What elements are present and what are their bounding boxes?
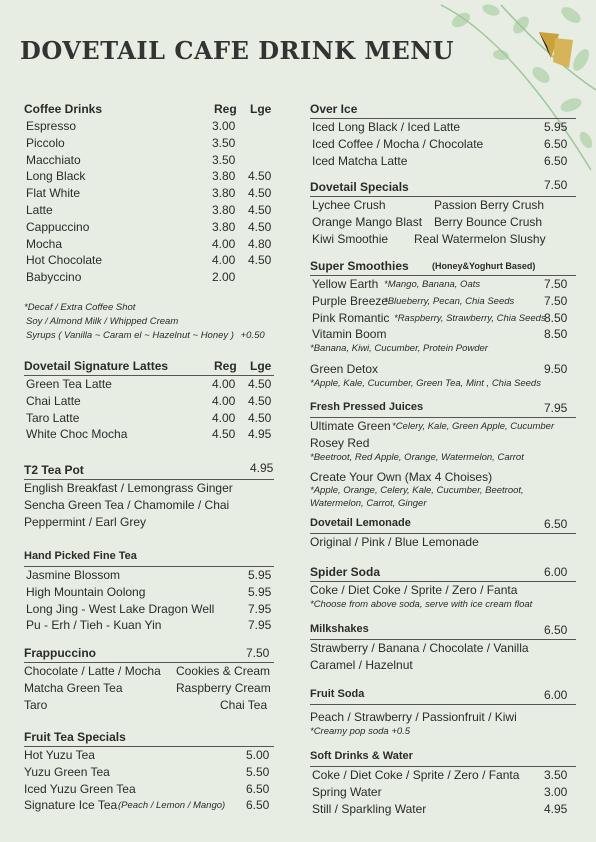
signature-list (24, 376, 274, 443)
list-item (24, 680, 274, 697)
item-name: Piccolo (26, 135, 65, 150)
lge-label: Lge (250, 359, 272, 373)
spider-soda-section (310, 564, 576, 610)
item-name: Rosey Red (310, 435, 370, 450)
ingredient-note: *Apple, Orange, Celery, Kale, Cucumber, Beetroot, (310, 485, 524, 497)
item-name: Pink Romantic (312, 310, 390, 325)
list-item (24, 663, 274, 680)
section-heading: Coffee Drinks (24, 102, 103, 116)
item-name: Still / Sparkling Water (312, 801, 427, 816)
list-item (24, 797, 274, 814)
item-price-reg: 4.00 (212, 236, 236, 251)
gold-ornament-icon (535, 28, 577, 70)
list-item (310, 582, 576, 599)
section-heading: T2 Tea Pot (24, 463, 84, 477)
section-price: 6.50 (544, 623, 568, 637)
ingredient-note: *Apple, Kale, Cucumber, Green Tea, Mint , Chia Seeds (310, 377, 541, 389)
ingredient-note: *Raspberry, Strawberry, Chia Seeds (394, 312, 546, 324)
item-name: Chai Tea (220, 697, 268, 712)
list-item (310, 214, 576, 231)
item-name: Cookies & Cream (176, 664, 271, 678)
section-header (24, 358, 274, 376)
item-name: Orange Mango Blast (312, 214, 423, 229)
item-price: 3.00 (544, 784, 568, 799)
list-item (310, 231, 576, 248)
extras-note: *Decaf / Extra Coffee Shot (24, 301, 136, 313)
list-item (24, 584, 274, 601)
item-name: Ultimate Green (310, 419, 391, 433)
item-name: Raspberry Cream (176, 680, 271, 695)
item-price: 3.50 (544, 768, 568, 782)
list-item (24, 185, 274, 202)
list-item (24, 118, 274, 135)
section-heading: Spider Soda (310, 565, 381, 579)
item-price: 5.00 (246, 748, 270, 762)
fruit-tea-section (24, 729, 274, 814)
signature-section (24, 358, 274, 443)
item-name: Caramel / Hazelnut (310, 657, 413, 672)
fruit-soda-section (310, 687, 576, 737)
item-price-reg: 2.00 (212, 270, 236, 285)
ingredient-note: *Banana, Kiwi, Cucumber, Protein Powder (310, 343, 488, 355)
section-header (310, 101, 576, 119)
section-heading: Dovetail Lemonade (310, 517, 411, 529)
list-item (24, 168, 274, 185)
item-name: Latte (26, 202, 53, 217)
syrups-price: +0.50 (240, 329, 265, 341)
section-price: 4.95 (250, 461, 274, 475)
list-item (24, 764, 274, 781)
item-name: Berry Bounce Crush (434, 214, 543, 229)
lge-label: Lge (250, 102, 272, 116)
list-item (24, 393, 274, 410)
list-item (310, 197, 576, 214)
list-item (24, 252, 274, 269)
section-heading: Soft Drinks & Water (310, 750, 413, 762)
over-ice-section (310, 101, 576, 169)
item-price-reg: 3.80 (212, 169, 236, 184)
list-item (310, 418, 576, 435)
section-header (24, 549, 274, 567)
list-item (24, 617, 274, 634)
section-heading: Dovetail Specials (310, 180, 409, 194)
section-header (24, 462, 274, 480)
item-price-reg: 3.80 (212, 186, 236, 201)
item-name: Iced Long Black / Iced Latte (312, 120, 461, 134)
item-price: 9.50 (544, 362, 568, 377)
item-price: 7.50 (544, 277, 568, 291)
item-name: Hot Chocolate (26, 253, 103, 268)
section-heading: Dovetail Signature Lattes (24, 359, 169, 373)
list-item (24, 202, 274, 219)
section-header (310, 564, 576, 582)
item-name: Coke / Diet Coke / Sprite / Zero / Fanta (310, 583, 518, 597)
list-item (310, 310, 576, 327)
list-item (24, 426, 274, 443)
item-price-lge: 4.50 (248, 377, 272, 391)
list-item (310, 534, 576, 551)
item-price: 6.50 (246, 781, 270, 796)
item-name: Passion Berry Crush (434, 198, 545, 212)
section-price: 7.50 (544, 178, 568, 192)
section-price: 7.95 (544, 401, 568, 415)
item-name: Espresso (26, 119, 77, 133)
item-name: Purple Breeze (312, 293, 389, 308)
section-header (24, 729, 274, 747)
list-item (24, 514, 274, 531)
section-heading: Fruit Tea Specials (24, 730, 126, 744)
item-price-reg: 3.00 (212, 119, 236, 133)
ingredient-note: *Beetroot, Red Apple, Orange, Watermelon, Carrot (310, 451, 524, 463)
item-name: Sencha Green Tea / Chamomile / Chai (24, 497, 230, 512)
item-name: Long Black (26, 169, 86, 184)
item-name: Kiwi Smoothie (312, 231, 389, 246)
item-price-lge: 4.50 (248, 219, 272, 234)
item-name: Chai Latte (26, 393, 81, 408)
item-name: Pu - Erh / Tieh - Kuan Yin (26, 618, 162, 633)
item-price-lge: 4.50 (248, 253, 272, 268)
item-name: Strawberry / Banana / Chocolate / Vanilla (310, 641, 529, 655)
over-ice-list (310, 119, 576, 169)
list-item (310, 767, 576, 784)
section-header (310, 258, 576, 276)
smoothies-list (310, 276, 576, 343)
list-item (24, 781, 274, 798)
item-price: 6.50 (544, 153, 568, 168)
syrups-text: Syrups ( Vanilla ~ Caram el ~ Hazelnut ~ Honey ) (26, 329, 234, 341)
section-heading: Over Ice (310, 102, 358, 116)
item-name: Spring Water (312, 784, 382, 799)
item-name: Mocha (26, 236, 63, 251)
item-price: 7.95 (248, 601, 272, 616)
item-name: Hot Yuzu Tea (24, 748, 95, 762)
fine-tea-section (24, 549, 274, 634)
smoothies-section (310, 258, 576, 389)
section-header (310, 400, 576, 418)
lemonade-section (310, 516, 576, 551)
list-item (310, 153, 576, 170)
item-name: Peach / Strawberry / Passionfruit / Kiwi (310, 710, 517, 724)
section-header (310, 179, 576, 197)
coffee-section (24, 101, 274, 341)
item-price-reg: 4.00 (212, 410, 236, 425)
list-item (24, 269, 274, 286)
coffee-list (24, 118, 274, 286)
list-item (310, 640, 576, 657)
item-price-reg: 3.50 (212, 135, 236, 150)
item-name: Iced Coffee / Mocha / Chocolate (312, 136, 484, 151)
frappuccino-section (24, 645, 274, 713)
item-price-lge: 4.50 (248, 202, 272, 217)
section-header (310, 516, 576, 534)
item-price: 5.50 (246, 764, 270, 779)
item-price-reg: 4.00 (212, 253, 236, 268)
item-price-lge: 4.50 (248, 410, 272, 425)
list-item (310, 657, 576, 674)
section-heading: Milkshakes (310, 623, 369, 635)
frappuccino-list (24, 663, 274, 713)
item-price: 7.50 (544, 293, 568, 308)
item-price-lge: 4.50 (248, 186, 272, 201)
list-item (24, 747, 274, 764)
list-item (24, 497, 274, 514)
item-price-reg: 3.80 (212, 219, 236, 234)
item-name: Taro (24, 697, 48, 712)
item-name: Taro Latte (26, 410, 80, 425)
t2-section (24, 462, 274, 530)
list-item (310, 784, 576, 801)
item-note: (Peach / Lemon / Mango) (118, 800, 226, 812)
list-item (24, 601, 274, 618)
specials-section (310, 179, 576, 247)
item-price: 4.95 (544, 801, 568, 816)
item-name: White Choc Mocha (26, 427, 128, 442)
section-price: 6.50 (544, 517, 568, 531)
fine-tea-list (24, 567, 274, 634)
item-price: 5.95 (248, 584, 272, 599)
item-name: Chocolate / Latte / Mocha (24, 664, 161, 678)
ingredient-note: *Choose from above soda, serve with ice cream float (310, 598, 533, 610)
list-item (24, 219, 274, 236)
section-header (310, 622, 576, 640)
list-item (310, 119, 576, 136)
list-item (310, 293, 576, 310)
item-price: 6.50 (544, 136, 568, 151)
item-name: Jasmine Blossom (26, 568, 121, 582)
item-name: Vitamin Boom (312, 327, 387, 342)
extras-note: Soy / Almond Milk / Whipped Cream (26, 315, 179, 327)
list-item (310, 326, 576, 343)
item-price-reg: 3.50 (212, 152, 236, 167)
item-name: Cappuccino (26, 219, 90, 234)
item-price-reg: 4.00 (212, 393, 236, 408)
list-item (310, 469, 576, 486)
ingredient-note: Watermelon, Carrot, Ginger (310, 498, 427, 510)
item-price-reg: 4.50 (212, 427, 236, 442)
soft-drinks-section (310, 749, 576, 817)
list-item (24, 480, 274, 497)
list-item (24, 410, 274, 427)
item-price: 8.50 (544, 310, 568, 325)
item-name: Signature Ice Tea (24, 798, 118, 813)
item-price: 5.95 (544, 120, 568, 134)
fruit-tea-list (24, 747, 274, 814)
item-name: High Mountain Oolong (26, 584, 146, 599)
list-item (310, 136, 576, 153)
list-item (310, 361, 576, 378)
item-name: Yuzu Green Tea (24, 764, 110, 779)
item-price: 5.95 (248, 568, 272, 582)
item-name: Macchiato (26, 152, 81, 167)
section-heading: Fresh Pressed Juices (310, 401, 424, 413)
item-price-reg: 3.80 (212, 202, 236, 217)
section-heading: Fruit Soda (310, 688, 365, 700)
juices-section (310, 400, 576, 509)
item-price: 8.50 (544, 327, 568, 342)
item-name: Iced Matcha Latte (312, 153, 408, 168)
soft-drinks-list (310, 767, 576, 817)
ingredient-note: *Creamy pop soda +0.5 (310, 725, 411, 737)
section-heading: Frappuccino (24, 646, 97, 660)
item-name: Original / Pink / Blue Lemonade (310, 535, 479, 549)
section-header (310, 687, 576, 705)
list-item (24, 697, 274, 714)
section-header (24, 101, 274, 118)
milkshakes-section (310, 622, 576, 674)
reg-label: Reg (214, 359, 237, 373)
list-item (310, 801, 576, 818)
list-item (310, 435, 576, 452)
item-name: Real Watermelon Slushy (414, 231, 546, 246)
page-title: DOVETAIL CAFE DRINK MENU (20, 36, 455, 65)
item-name: Long Jing - West Lake Dragon Well (26, 601, 215, 616)
item-price: 7.95 (248, 618, 272, 633)
list-item (24, 376, 274, 393)
item-name: English Breakfast / Lemongrass Ginger (24, 481, 233, 495)
ingredient-note: *Blueberry, Pecan, Chia Seeds (384, 295, 515, 307)
item-price: 6.50 (246, 798, 270, 813)
item-name: Iced Yuzu Green Tea (24, 781, 136, 796)
item-name: Peppermint / Earl Grey (24, 514, 147, 529)
syrups-note (24, 330, 274, 341)
section-price: 6.00 (544, 688, 568, 702)
item-price-lge: 4.50 (248, 393, 272, 408)
item-name: Green Tea Latte (26, 377, 112, 391)
list-item (310, 276, 576, 293)
ingredient-note: *Mango, Banana, Oats (384, 279, 481, 290)
specials-list (310, 197, 576, 247)
list-item (24, 152, 274, 169)
item-price-lge: 4.80 (248, 236, 272, 251)
section-heading: Hand Picked Fine Tea (24, 550, 137, 562)
section-price: 6.00 (544, 565, 568, 579)
item-name: Yellow Earth (312, 277, 379, 291)
list-item (24, 567, 274, 584)
section-header (310, 749, 576, 767)
item-price-lge: 4.50 (248, 169, 272, 184)
item-name: Flat White (26, 186, 81, 201)
section-subheading: (Honey&Yoghurt Based) (432, 261, 536, 271)
item-name: Matcha Green Tea (24, 680, 123, 695)
item-name: Create Your Own (Max 4 Choises) (310, 469, 493, 484)
item-name: Babyccino (26, 270, 82, 285)
section-price: 7.50 (246, 646, 270, 660)
list-item (24, 135, 274, 152)
item-price-lge: 4.95 (248, 427, 272, 442)
list-item (24, 236, 274, 253)
list-item (310, 709, 576, 726)
section-header (24, 645, 274, 663)
reg-label: Reg (214, 102, 237, 116)
item-name: Lychee Crush (312, 198, 386, 212)
item-name: Coke / Diet Coke / Sprite / Zero / Fanta (312, 768, 520, 782)
ingredient-note: *Celery, Kale, Green Apple, Cucumber (392, 421, 555, 432)
item-name: Green Detox (310, 362, 379, 377)
item-price-reg: 4.00 (212, 377, 236, 391)
section-heading: Super Smoothies (310, 259, 409, 273)
